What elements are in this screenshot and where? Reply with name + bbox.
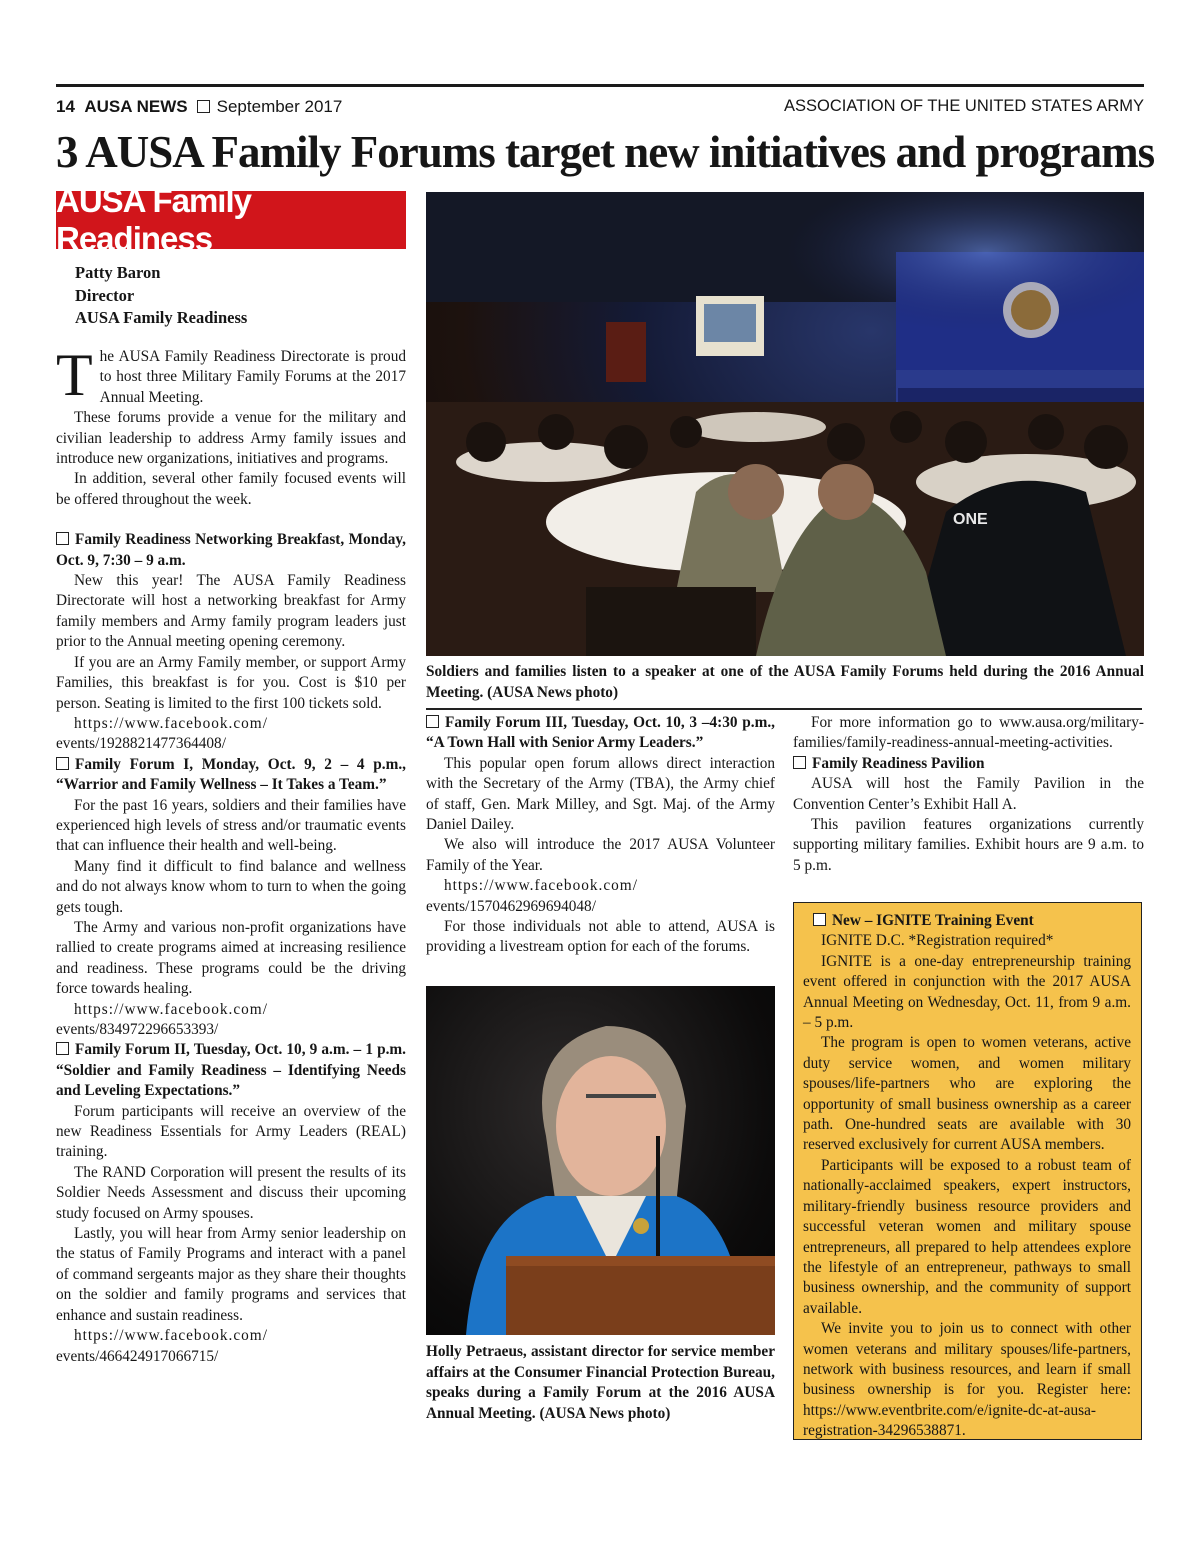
paragraph: IGNITE D.C. *Registration required* <box>821 932 1054 950</box>
checkbox-bullet-icon <box>426 715 439 728</box>
forum-3-heading: Family Forum III, Tuesday, Oct. 10, 3 –4:30 p.m., “A Town Hall with Senior Army Leaders.” <box>426 714 775 752</box>
byline <box>75 262 247 330</box>
ignite-sidebar <box>793 902 1142 1440</box>
forum-2-heading: Family Forum II, Tuesday, Oct. 10, 9 a.m. – 1 p.m. “Soldier and Family Readiness – Identifying Needs and Leveling Expectations.” <box>56 1041 406 1100</box>
breakfast-heading: Family Readiness Networking Breakfast, Monday, Oct. 9, 7:30 – 9 a.m. <box>56 531 406 569</box>
paragraph: In addition, several other family focused events will be offered throughout the week. <box>56 470 406 508</box>
photo-1-caption: Soldiers and families listen to a speaker at one of the AUSA Family Forums held during the 2016 Annual Meeting. (AUSA News photo) <box>426 663 1144 701</box>
paragraph: This pavilion features organizations currently supporting military families. Exhibit hours are 9 a.m. to 5 p.m. <box>793 816 1144 874</box>
speaker-illustration <box>426 986 775 1335</box>
forum-1-link[interactable]: https://www.facebook.com/ events/834972296653393/ <box>56 1000 268 1038</box>
paragraph: Many find it difficult to find balance and wellness and do not always know whom to turn to when the going gets tough. <box>56 857 406 916</box>
checkbox-bullet-icon <box>813 913 826 926</box>
article-column-3 <box>793 713 1144 876</box>
paragraph: We also will introduce the 2017 AUSA Volunteer Family of the Year. <box>426 836 775 874</box>
intro-paragraph: The AUSA Family Readiness Directorate is proud to host three Military Family Forums at the 2017 Annual Meeting. <box>56 342 406 408</box>
paragraph: IGNITE is a one-day entrepreneurship training event offered in conjunction with the 2017 AUSA Annual Meeting on Wednesday, Oct. 11, from 9 a.m. – 5 p.m. <box>803 952 1131 1032</box>
forum-1-heading: Family Forum I, Monday, Oct. 9, 2 – 4 p.m., “Warrior and Family Wellness – It Takes a Team.” <box>56 755 406 794</box>
section-banner <box>56 182 406 257</box>
photo-sign-text: ONE <box>953 511 988 528</box>
page-header-left <box>56 97 342 117</box>
checkbox-bullet-icon <box>793 756 806 769</box>
photo-2-caption: Holly Petraeus, assistant director for service member affairs at the Consumer Financial Protection Bureau, speaks during a Family Forum at the 2016 AUSA Annual Meeting. (AUSA News photo) <box>426 1343 775 1422</box>
paragraph: New this year! The AUSA Family Readiness Directorate will host a networking breakfast for Army family members and Army family program leaders just prior to the Annual meeting opening ceremony. <box>56 572 406 651</box>
organization-name: ASSOCIATION OF THE UNITED STATES ARMY <box>784 97 1144 115</box>
forum-2-link[interactable]: https://www.facebook.com/ events/466424917066715/ <box>56 1327 268 1365</box>
speaker-photo <box>426 986 775 1335</box>
forum-audience-illustration <box>426 192 1144 656</box>
checkbox-bullet-icon <box>56 1042 69 1055</box>
author-org: AUSA Family Readiness <box>75 308 248 327</box>
paragraph: For those individuals not able to attend, AUSA is providing a livestream option for each of the forums. <box>426 918 775 956</box>
paragraph: The Army and various non-profit organizations have rallied to create programs aimed at increasing resilience and readiness. These programs could be the driving force towards healing. <box>56 918 406 998</box>
paragraph: This popular open forum allows direct interaction with the Secretary of the Army (TBA), the Army chief of staff, Gen. Mark Milley, and Sgt. Maj. of the Army Daniel Dailey. <box>426 754 775 834</box>
paragraph: The RAND Corporation will present the results of its Soldier Needs Assessment and discuss their upcoming study focused on Army spouses. <box>56 1163 406 1222</box>
page-number: 14 <box>56 97 75 116</box>
checkbox-bullet-icon <box>56 757 69 770</box>
paragraph: AUSA will host the Family Pavilion in the Convention Center’s Exhibit Hall A. <box>793 775 1144 813</box>
section-banner-text: AUSA Family Readiness <box>56 182 251 257</box>
issue-date: September 2017 <box>216 97 343 116</box>
headline: 3 AUSA Family Forums target new initiatives and programs <box>56 127 1155 177</box>
paragraph: The program is open to women veterans, active duty service women, and women military spouses/life-partners who are exploring the opportunity of small business ownership as a career path. One-hundred seats are available with 30 reserved exclusively for current AUSA members. <box>803 1034 1131 1154</box>
article-column-2 <box>426 713 775 958</box>
paragraph: Forum participants will receive an overview of the new Readiness Essentials for Army Leaders (REAL) training. <box>56 1102 406 1161</box>
author-title: Director <box>75 285 135 305</box>
more-info-paragraph: For more information go to www.ausa.org/military-families/family-readiness-annual-meeting-activities. <box>793 714 1144 752</box>
publication-name: AUSA NEWS <box>84 97 188 116</box>
checkbox-bullet-icon <box>56 532 69 545</box>
top-rule <box>56 84 1144 87</box>
breakfast-link[interactable]: https://www.facebook.com/ events/1928821477364408/ <box>56 714 268 753</box>
paragraph: Participants will be exposed to a robust team of nationally-acclaimed speakers, expert instructors, military-friendly business resource providers and successful veteran women and military spouse entrepreneurs, all prepared to help attendees explore the lifestyle of an entrepreneur, pathways to small business ownership, and the community of support available. <box>803 1156 1131 1317</box>
checkbox-bullet-icon <box>197 100 210 113</box>
pavilion-heading: Family Readiness Pavilion <box>793 754 1144 774</box>
caption-rule <box>426 708 1142 710</box>
paragraph: If you are an Army Family member, or support Army Families, this breakfast is for you. Cost is $10 per person. Seating is limited to the first 100 tickets sold. <box>56 653 406 712</box>
ignite-heading: New – IGNITE Training Event <box>803 911 1131 931</box>
forum-audience-photo <box>426 192 1144 656</box>
paragraph: Lastly, you will hear from Army senior leadership on the status of Family Programs and interact with a panel of command sergeants major as they share their thoughts on the soldier and family programs and services that enhance and sustain readiness. <box>56 1225 406 1324</box>
paragraph: These forums provide a venue for the military and civilian leadership to address Army family issues and introduce new organizations, initiatives and programs. <box>56 409 406 468</box>
author-name: Patty Baron <box>75 263 161 282</box>
drop-cap: T <box>56 342 93 408</box>
article-column-1 <box>56 342 406 1367</box>
registration-paragraph: We invite you to join us to connect with other women veterans and military spouses/life-partners, network with business resources, and learn if small business ownership is for you. Register here: https://www.eventbrite.com/e/ignite-dc-at-ausa-registration-34296538871. <box>803 1320 1131 1440</box>
paragraph: For the past 16 years, soldiers and their families have experienced high levels of stress and/or traumatic events that can influence their health and well-being. <box>56 796 406 855</box>
forum-3-link[interactable]: https://www.facebook.com/ events/1570462969694048/ <box>426 877 638 915</box>
